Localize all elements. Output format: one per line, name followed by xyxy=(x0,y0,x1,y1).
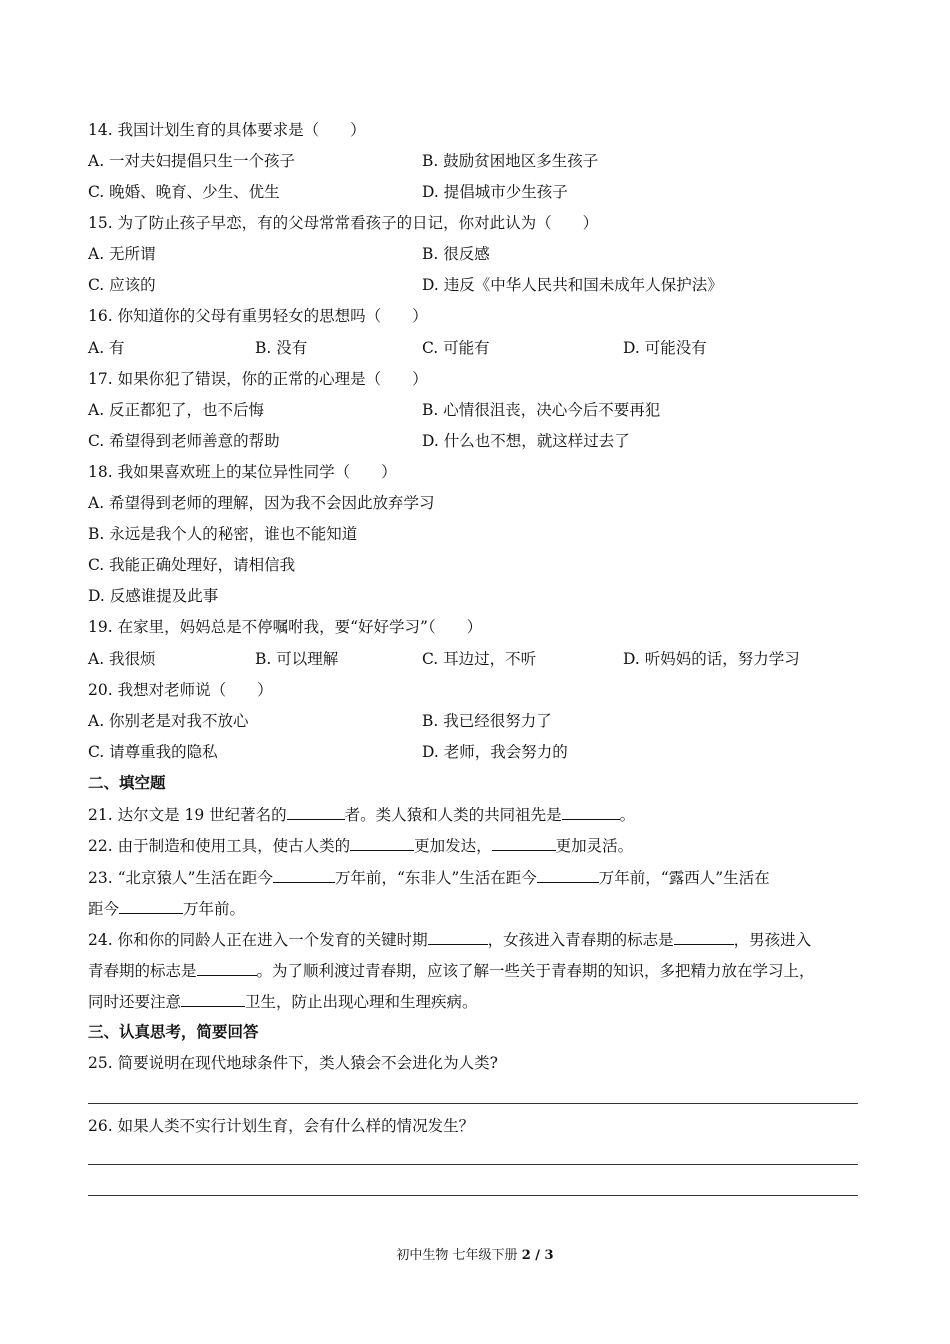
answer-line[interactable] xyxy=(88,1164,858,1165)
question-24-line-2 xyxy=(88,960,815,981)
question-25: 25. 简要说明在现代地球条件下，类人猿会不会进化为人类? xyxy=(88,1054,498,1072)
question-14-stem: 14. 我国计划生育的具体要求是（ ） xyxy=(88,121,366,139)
question-24-text-3: ，男孩进入 xyxy=(733,931,812,949)
question-26: 26. 如果人类不实行计划生育，会有什么样的情况发生？ xyxy=(88,1117,475,1135)
answer-blank[interactable] xyxy=(492,835,556,851)
question-18-option-b: B. 永远是我个人的秘密，谁也不能知道 xyxy=(88,525,358,543)
question-20-option-c: C. 请尊重我的隐私 xyxy=(88,743,218,761)
section-2-heading: 二、填空题 xyxy=(88,773,166,792)
question-20-option-d: D. 老师，我会努力的 xyxy=(422,743,568,761)
question-16-option-d: D. 可能没有 xyxy=(623,339,707,357)
answer-blank[interactable] xyxy=(287,804,345,820)
question-17-option-c: C. 希望得到老师善意的帮助 xyxy=(88,432,280,450)
question-24-line-3 xyxy=(88,991,478,1012)
question-19-option-c: C. 耳边过，不听 xyxy=(422,650,537,668)
question-14-option-b: B. 鼓励贫困地区多生孩子 xyxy=(422,152,599,170)
question-17-option-d: D. 什么也不想，就这样过去了 xyxy=(422,432,630,450)
answer-line[interactable] xyxy=(88,1103,858,1104)
question-22-text-2: 更加发达， xyxy=(414,837,492,855)
question-14-option-d: D. 提倡城市少生孩子 xyxy=(422,183,568,201)
question-21-text-3: 。 xyxy=(619,806,636,824)
page-footer xyxy=(0,1247,950,1265)
question-19-option-b: B. 可以理解 xyxy=(255,650,339,668)
section-3-heading: 三、认真思考，简要回答 xyxy=(88,1022,259,1041)
answer-blank[interactable] xyxy=(562,804,620,820)
question-21-text-2: 者。类人猿和人类的共同祖先是 xyxy=(344,806,562,824)
question-16-option-a: A. 有 xyxy=(88,339,125,357)
question-17-stem: 17. 如果你犯了错误，你的正常的心理是（ ） xyxy=(88,370,428,388)
answer-blank[interactable] xyxy=(428,929,488,945)
question-19-stem: 19. 在家里，妈妈总是不停嘱咐我，要“好好学习”（ ） xyxy=(88,618,483,636)
question-21-text-1: 21. 达尔文是 19 世纪著名的 xyxy=(88,806,287,824)
question-17-option-a: A. 反正都犯了，也不后悔 xyxy=(88,401,265,419)
question-23-text-5: 万年前。 xyxy=(183,900,246,918)
answer-line[interactable] xyxy=(88,1195,858,1196)
question-24-text-1: 24. 你和你的同龄人正在进入一个发育的关键时期 xyxy=(88,931,428,949)
question-18-option-a: A. 希望得到老师的理解，因为我不会因此放弃学习 xyxy=(88,494,435,512)
question-24-text-5: 。为了顺利渡过青春期，应该了解一些关于青春期的知识，多把精力放在学习上， xyxy=(256,962,815,980)
answer-blank[interactable] xyxy=(350,835,414,851)
question-23-text-4: 距今 xyxy=(88,900,120,918)
footer-page-total: 3 xyxy=(544,1248,554,1263)
footer-label: 初中生物 七年级下册 xyxy=(396,1248,518,1263)
question-14-option-c: C. 晚婚、晚育、少生、优生 xyxy=(88,183,280,201)
question-18-option-d: D. 反感谁提及此事 xyxy=(88,587,219,605)
question-17-option-b: B. 心情很沮丧，决心今后不要再犯 xyxy=(422,401,661,419)
question-18-stem: 18. 我如果喜欢班上的某位异性同学（ ） xyxy=(88,463,397,481)
question-22-text-3: 更加灵活。 xyxy=(555,837,634,855)
question-23-line-1 xyxy=(88,867,770,888)
question-20-stem: 20. 我想对老师说（ ） xyxy=(88,681,273,699)
question-16-option-c: C. 可能有 xyxy=(422,339,490,357)
question-24-text-4: 青春期的标志是 xyxy=(88,962,197,980)
question-22 xyxy=(88,835,633,856)
question-18-option-c: C. 我能正确处理好，请相信我 xyxy=(88,556,296,574)
footer-page-number: 2 xyxy=(521,1248,531,1263)
question-15-option-b: B. 很反感 xyxy=(422,245,490,263)
question-15-option-a: A. 无所谓 xyxy=(88,245,156,263)
question-22-text-1: 22. 由于制造和使用工具，使古人类的 xyxy=(88,837,351,855)
question-24-text-6: 同时还要注意 xyxy=(88,993,182,1011)
question-14-option-a: A. 一对夫妇提倡只生一个孩子 xyxy=(88,152,296,170)
question-23-line-2 xyxy=(88,898,245,919)
question-15-option-c: C. 应该的 xyxy=(88,276,156,294)
answer-blank[interactable] xyxy=(273,867,335,883)
question-23-text-3: 万年前，“露西人”生活在 xyxy=(598,869,770,887)
question-15-option-d: D. 违反《中华人民共和国未成年人保护法》 xyxy=(422,276,723,294)
question-16-stem: 16. 你知道你的父母有重男轻女的思想吗（ ） xyxy=(88,307,428,325)
question-15-stem: 15. 为了防止孩子早恋，有的父母常常看孩子的日记，你对此认为（ ） xyxy=(88,214,599,232)
footer-separator: / xyxy=(530,1248,545,1263)
question-23-text-2: 万年前，“东非人”生活在距今 xyxy=(334,869,537,887)
answer-blank[interactable] xyxy=(197,960,257,976)
answer-blank[interactable] xyxy=(181,991,245,1007)
question-24-text-2: ，女孩进入青春期的标志是 xyxy=(487,931,674,949)
question-20-option-b: B. 我已经很努力了 xyxy=(422,712,552,730)
question-21 xyxy=(88,804,635,825)
question-23-text-1: 23. “北京猿人”生活在距今 xyxy=(88,869,273,887)
answer-blank[interactable] xyxy=(674,929,734,945)
answer-blank[interactable] xyxy=(537,867,599,883)
question-16-option-b: B. 没有 xyxy=(255,339,308,357)
question-24-line-1 xyxy=(88,929,811,950)
question-19-option-d: D. 听妈妈的话，努力学习 xyxy=(623,650,800,668)
answer-blank[interactable] xyxy=(119,898,183,914)
question-24-text-7: 卫生，防止出现心理和生理疾病。 xyxy=(245,993,478,1011)
question-20-option-a: A. 你别老是对我不放心 xyxy=(88,712,249,730)
question-19-option-a: A. 我很烦 xyxy=(88,650,156,668)
